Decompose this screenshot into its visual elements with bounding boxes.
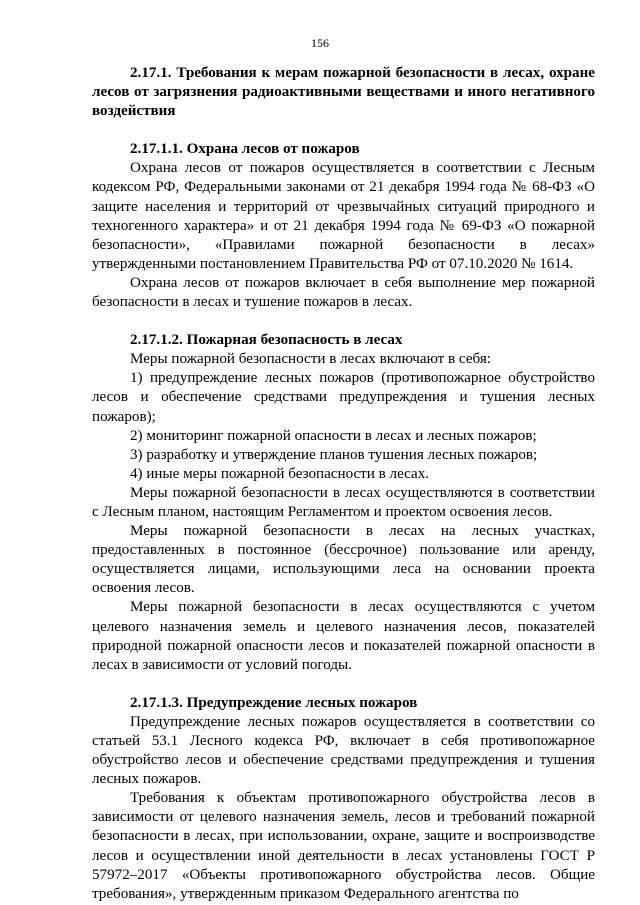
paragraph: Меры пожарной безопасности в лесах осуществляются с учетом целевого назначения земель и целевого назначения лесов, показателей природной пожарной опасности лесов и показателей пожарной опасности в лесах в зависимости от условий погоды. (92, 599, 595, 673)
page-number: 156 (311, 36, 329, 50)
list-item: 2) мониторинг пожарной опасности в лесах и лесных пожаров; (130, 427, 537, 444)
paragraph: Меры пожарной безопасности в лесах на лесных участках, предоставленных в постоянное (бессрочное) пользование или аренду, осуществляется лицами, использующими леса на основании проекта освоения лесов. (92, 523, 595, 597)
paragraph: Охрана лесов от пожаров осуществляется в соответствии с Лесным кодексом РФ, Федеральными законами от 21 декабря 1994 года № 68-ФЗ «О защите населения и территорий от чрезвычайных ситуаций природного и техногенного характера» и от 21 декабря 1994 года № 69-ФЗ «О пожарной безопасности», «Правилами пожарной безопасности в лесах» утвержденными постановлением Правительства РФ от 07.10.2020 № 1614. (92, 160, 595, 272)
subsection-heading: 2.17.1.1. Охрана лесов от пожаров (130, 141, 360, 158)
list-item: 3) разработку и утверждение планов тушения лесных пожаров; (130, 446, 538, 463)
paragraph: Предупреждение лесных пожаров осуществляется в соответствии со статьей 53.1 Лесного кодекса РФ, включает в себя противопожарное обустройство лесов и обеспечение средствами предупреждения и тушения лесных пожаров. (92, 713, 595, 788)
list-item: 1) предупреждение лесных пожаров (противопожарное обустройство лесов и обеспечение средствами предупреждения и тушения лесных пожаров); (92, 370, 595, 425)
document-body (92, 64, 595, 904)
spacer (92, 312, 595, 331)
spacer (92, 675, 595, 694)
spacer (92, 121, 595, 140)
subsection-heading: 2.17.1.2. Пожарная безопасность в лесах (130, 332, 403, 349)
paragraph: Меры пожарной безопасности в лесах осуществляются в соответствии с Лесным планом, настоящим Регламентом и проектом освоения лесов. (92, 484, 595, 520)
section-title: 2.17.1. Требования к мерам пожарной безопасности в лесах, охране лесов от загрязнения радиоактивными веществами и иного негативного воздействия (92, 65, 595, 120)
paragraph: Охрана лесов от пожаров включает в себя выполнение мер пожарной безопасности в лесах и тушение пожаров в лесах. (92, 274, 595, 311)
paragraph: Требования к объектам противопожарного обустройства лесов в зависимости от целевого назначения земель, лесов и требований пожарной безопасности в лесах, при использовании, охране, защите и воспроизводстве лесов и осуществлении иной деятельности в лесах установлены ГОСТ Р 57972–2017 «Объекты противопожарного обустройства лесов. Общие требования», утвержденным приказом Федерального агентства по (92, 790, 595, 902)
paragraph: Меры пожарной безопасности в лесах включают в себя: (130, 351, 491, 368)
list-item: 4) иные меры пожарной безопасности в лесах. (130, 465, 430, 482)
subsection-heading: 2.17.1.3. Предупреждение лесных пожаров (130, 694, 418, 711)
